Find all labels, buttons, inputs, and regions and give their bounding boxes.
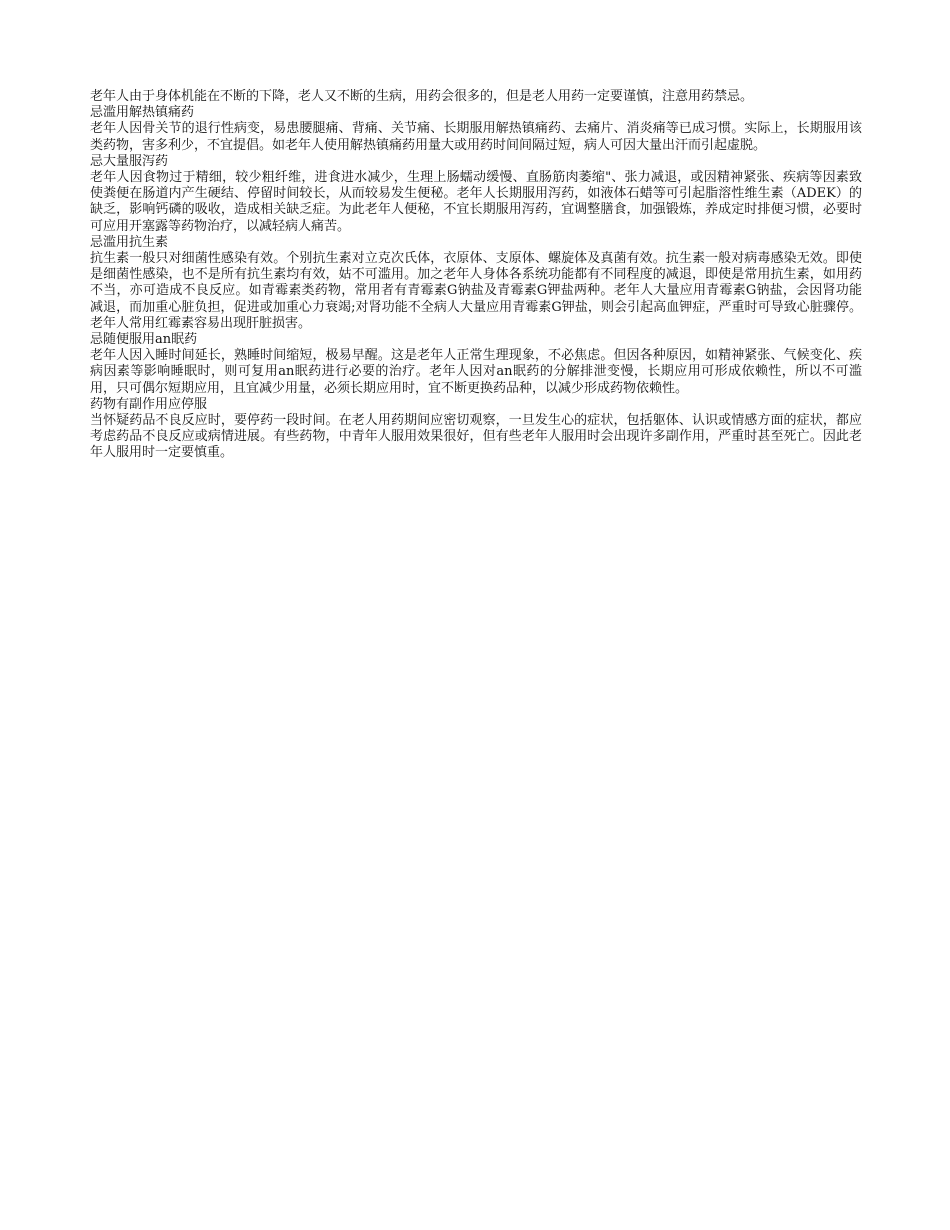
section-paragraph: 老年人因食物过于精细，较少粗纤维，进食进水减少，生理上肠蠕动缓慢、直肠筋肉萎缩"、张力减退，或因精神紧张、疾病等因素致使粪便在肠道内产生硬结、停留时间较长，从而较易发生便秘。老年人长期服用泻药，如液体石蜡等可引起脂溶性维生素（ADEK）的缺乏，影响钙磷的吸收，造成相关缺乏症。为此老年人便秘，不宜长期服用泻药，宜调整膳食，加强锻炼，养成定时排便习惯，必要时可应用开塞露等药物治疗，以减轻病人痛苦。 (90, 170, 862, 234)
section-heading: 忌随便服用an眠药 (90, 332, 198, 348)
document-page (90, 89, 862, 462)
section-paragraph: 抗生素一般只对细菌性感染有效。个别抗生素对立克次氏体，衣原体、支原体、螺旋体及真菌有效。抗生素一般对病毒感染无效。即使是细菌性感染，也不是所有抗生素均有效，姑不可滥用。加之老年人身体各系统功能都有不同程度的减退，即使是常用抗生素，如用药不当，亦可造成不良反应。如青霉素类药物，常用者有青霉素G钠盐及青霉素G钾盐两种。老年人大量应用青霉素G钠盐，会因肾功能减退，而加重心脏负担，促进或加重心力衰竭;对肾功能不全病人大量应用青霉素G钾盐，则会引起高血钾症，严重时可导致心脏骤停。老年人常用红霉素容易出现肝脏损害。 (90, 251, 862, 331)
section-paragraph: 老年人因入睡时间延长，熟睡时间缩短，极易早醒。这是老年人正常生理现象，不必焦虑。但因各种原因，如精神紧张、气候变化、疾病因素等影响睡眠时，则可复用an眠药进行必要的治疗。老年人因对an眠药的分解排泄变慢，长期应用可形成依赖性，所以不可滥用，只可偶尔短期应用，且宜减少用量，必须长期应用时，宜不断更换药品种，以减少形成药物依赖性。 (90, 348, 862, 396)
section-heading: 忌滥用解热镇痛药 (90, 105, 195, 121)
section-paragraph: 当怀疑药品不良反应时，要停药一段时间。在老人用药期间应密切观察，一旦发生心的症状，包括躯体、认识或情感方面的症状，都应考虑药品不良反应或病情进展。有些药物，中青年人服用效果很好，但有些老年人服用时会出现许多副作用，严重时甚至死亡。因此老年人服用时一定要慎重。 (90, 413, 862, 461)
intro-paragraph: 老年人由于身体机能在不断的下降，老人又不断的生病，用药会很多的，但是老人用药一定要谨慎，注意用药禁忌。 (90, 89, 754, 104)
section-paragraph: 老年人因骨关节的退行性病变，易患腰腿痛、背痛、关节痛、长期服用解热镇痛药、去痛片、消炎痛等已成习惯。实际上，长期服用该类药物，害多利少，不宜提倡。如老年人使用解热镇痛药用量大或用药时间间隔过短，病人可因大量出汗而引起虚脱。 (90, 121, 862, 153)
section-heading: 忌滥用抗生素 (90, 234, 169, 250)
section-heading: 忌大量服泻药 (90, 153, 169, 169)
section-heading: 药物有副作用应停服 (90, 396, 208, 412)
